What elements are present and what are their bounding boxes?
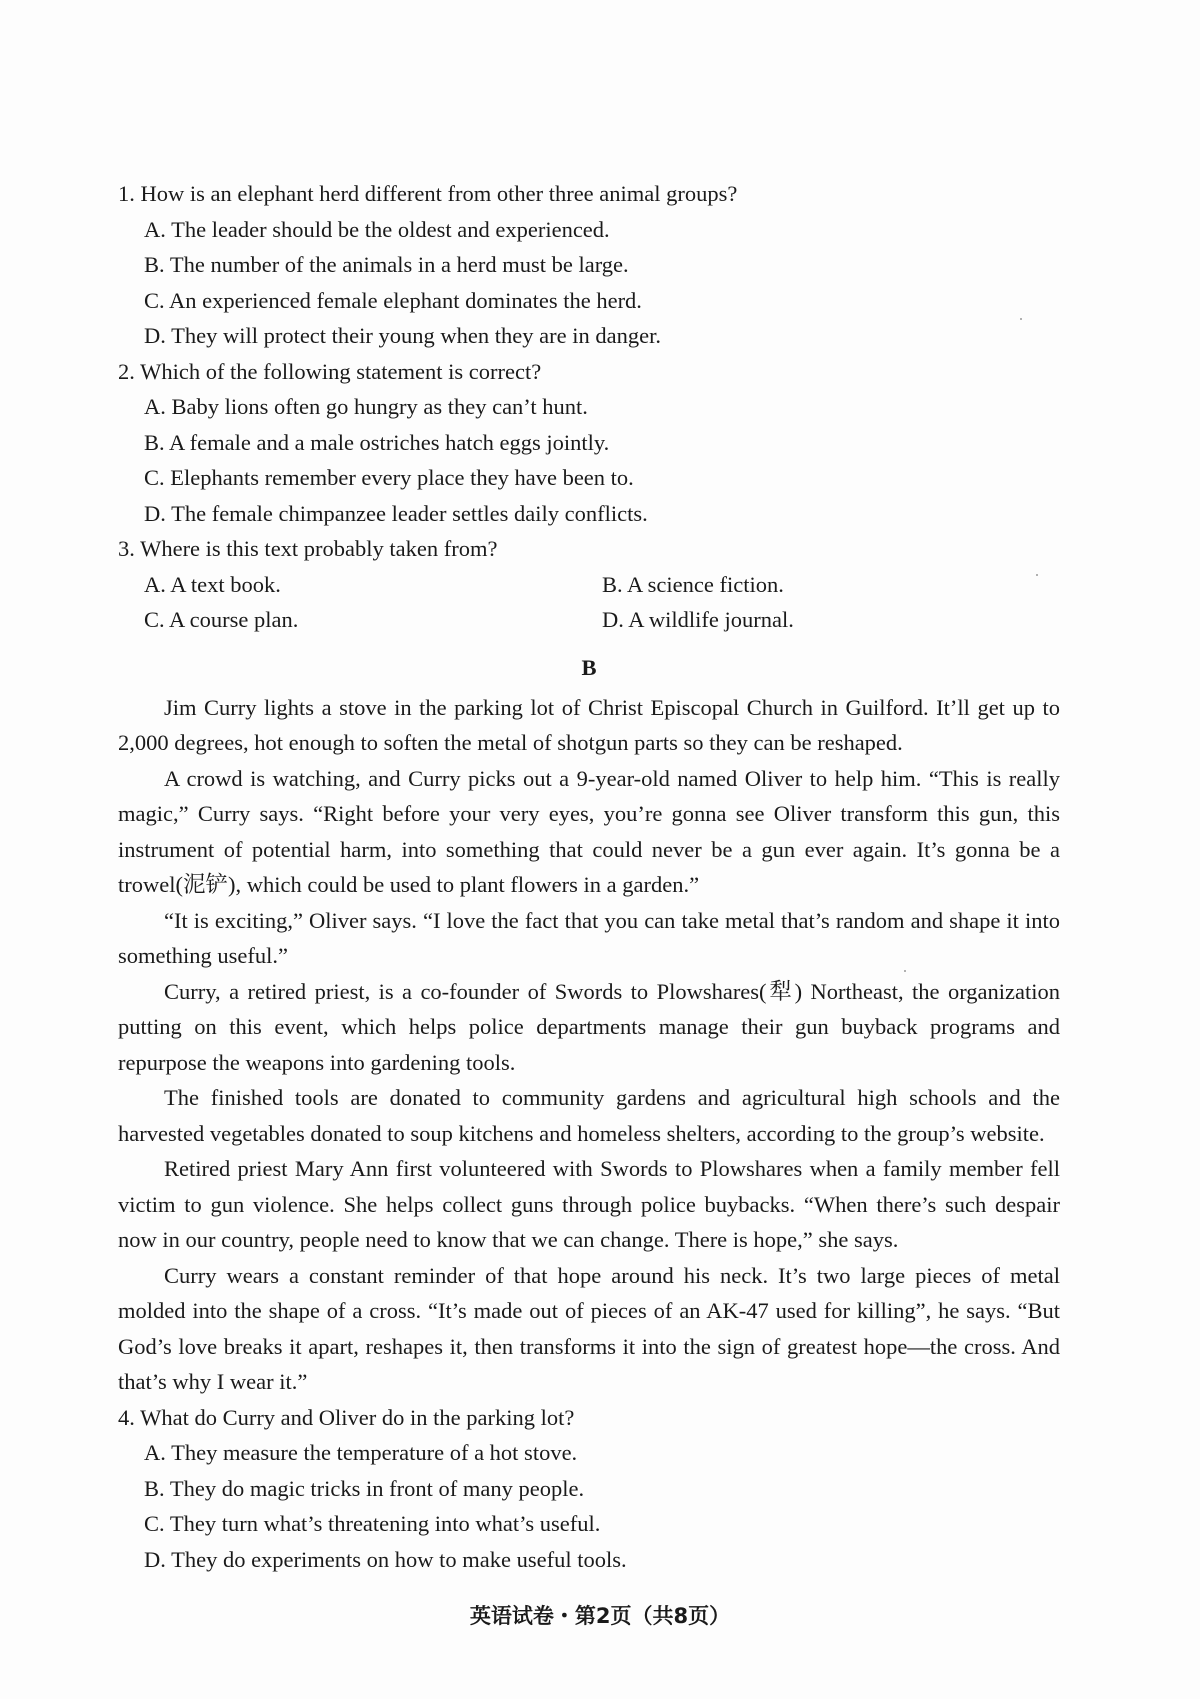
option-a: A. Baby lions often go hungry as they can’t hunt.: [144, 394, 588, 419]
option-b: B. They do magic tricks in front of many people.: [144, 1475, 585, 1501]
question-stem: 1. How is an elephant herd different from other three animal groups?: [118, 181, 738, 206]
question-3: [118, 531, 1060, 638]
scan-speck: [904, 970, 906, 972]
page-content: [118, 176, 1060, 1577]
question-4: [118, 1400, 1060, 1578]
question-stem: 2. Which of the following statement is correct?: [118, 358, 542, 384]
option-row: [118, 567, 1060, 603]
section-heading: B: [581, 654, 597, 680]
option-b: B. A female and a male ostriches hatch eggs jointly.: [144, 429, 610, 455]
option-a: A. A text book.: [144, 571, 281, 597]
passage-paragraph: Jim Curry lights a stove in the parking lot of Christ Episcopal Church in Guilford. It’ll get up to 2,000 degrees, hot enough to soften the metal of shotgun parts so they can be reshaped.: [118, 694, 1060, 755]
option-a: A. The leader should be the oldest and experienced.: [144, 216, 610, 242]
question-2: [118, 354, 1060, 532]
question-stem: 3. Where is this text probably taken from?: [118, 536, 498, 561]
option-d: D. The female chimpanzee leader settles daily conflicts.: [144, 500, 648, 526]
question-stem: 4. What do Curry and Oliver do in the parking lot?: [118, 1404, 575, 1430]
passage-paragraph: Retired priest Mary Ann first volunteered with Swords to Plowshares when a family member fell victim to gun violence. She helps collect guns through police buybacks. “When there’s such despair now in our country, people need to know that we can change. There is hope,” she says.: [118, 1156, 1060, 1252]
option-b: B. A science fiction.: [602, 571, 784, 597]
option-c: C. A course plan.: [144, 607, 299, 632]
passage-paragraph: A crowd is watching, and Curry picks out a 9-year-old named Oliver to help him. “This is really magic,” Curry says. “Right before your very eyes, you’re gonna see Oliver transform this gun, this instrument of potential harm, into something that could never be a gun ever again. It’s gonna be a trowel(泥铲), which could be used to plant flowers in a garden.”: [118, 765, 1060, 897]
option-b: B. The number of the animals in a herd must be large.: [144, 252, 629, 277]
option-d: D. A wildlife journal.: [602, 607, 794, 632]
page-footer: 英语试卷・第2页（共8页）: [469, 1604, 731, 1628]
option-row: [118, 602, 1060, 638]
scan-speck: [1036, 574, 1038, 576]
passage-paragraph: Curry wears a constant reminder of that hope around his neck. It’s two large pieces of metal molded into the shape of a cross. “It’s made out of pieces of an AK-47 used for killing”, he says. “But God’s love breaks it apart, reshapes it, then transforms it into the sign of greatest hope—the cross. And that’s why I wear it.”: [118, 1262, 1060, 1394]
option-c: C. They turn what’s threatening into what’s useful.: [144, 1511, 601, 1536]
option-d: D. They do experiments on how to make useful tools.: [144, 1546, 627, 1572]
scan-speck: [1020, 318, 1022, 320]
passage-paragraph: The finished tools are donated to community gardens and agricultural high schools and the harvested vegetables donated to soup kitchens and homeless shelters, according to the group’s website.: [118, 1085, 1060, 1146]
option-a: A. They measure the temperature of a hot stove.: [144, 1440, 578, 1465]
passage-paragraph: “It is exciting,” Oliver says. “I love the fact that you can take metal that’s random and shape it into something useful.”: [118, 907, 1060, 968]
question-1: [118, 176, 1060, 354]
passage-b: [118, 690, 1060, 1400]
option-d: D. They will protect their young when they are in danger.: [144, 323, 661, 348]
option-c: C. Elephants remember every place they have been to.: [144, 465, 634, 490]
option-c: C. An experienced female elephant dominates the herd.: [144, 287, 642, 313]
passage-paragraph: Curry, a retired priest, is a co-founder of Swords to Plowshares(犁) Northeast, the organization putting on this event, which helps police departments manage their gun buyback programs and repurpose the weapons into gardening tools.: [118, 978, 1060, 1075]
